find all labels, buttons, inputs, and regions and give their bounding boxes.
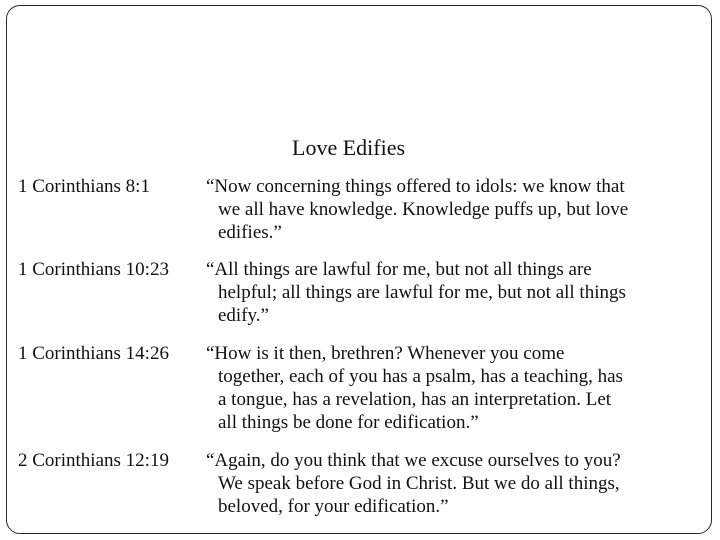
verse-text-1 bbox=[206, 175, 628, 244]
verse-text-2 bbox=[206, 258, 626, 327]
verse-reference-4: 2 Corinthians 12:19 bbox=[18, 450, 169, 471]
verse-3-line-4: all things be done for edification.” bbox=[218, 412, 479, 433]
verse-reference-2: 1 Corinthians 10:23 bbox=[18, 259, 169, 280]
verse-text-4 bbox=[206, 449, 621, 518]
verse-1-line-1: “Now concerning things offered to idols: we know that bbox=[206, 176, 625, 197]
verse-2-line-3: edify.” bbox=[218, 305, 269, 326]
verse-reference-3: 1 Corinthians 14:26 bbox=[18, 343, 169, 364]
slide-title: Love Edifies bbox=[292, 135, 406, 160]
verse-3-line-3: a tongue, has a revelation, has an interpretation. Let bbox=[218, 389, 612, 410]
verse-4-line-3: beloved, for your edification.” bbox=[218, 496, 449, 517]
verse-2-line-1: “All things are lawful for me, but not all things are bbox=[206, 259, 592, 280]
verse-4-line-1: “Again, do you think that we excuse ourselves to you? bbox=[206, 450, 621, 471]
verse-text-3 bbox=[206, 342, 623, 434]
verse-reference-1: 1 Corinthians 8:1 bbox=[18, 176, 150, 197]
verse-1-line-3: edifies.” bbox=[218, 222, 282, 243]
verse-2-line-2: helpful; all things are lawful for me, but not all things bbox=[218, 282, 626, 303]
verse-1-line-2: we all have knowledge. Knowledge puffs up, but love bbox=[218, 199, 629, 220]
verse-3-line-2: together, each of you has a psalm, has a teaching, has bbox=[218, 366, 623, 387]
verse-3-line-1: “How is it then, brethren? Whenever you come bbox=[206, 343, 565, 364]
verse-4-line-2: We speak before God in Christ. But we do all things, bbox=[218, 473, 620, 494]
